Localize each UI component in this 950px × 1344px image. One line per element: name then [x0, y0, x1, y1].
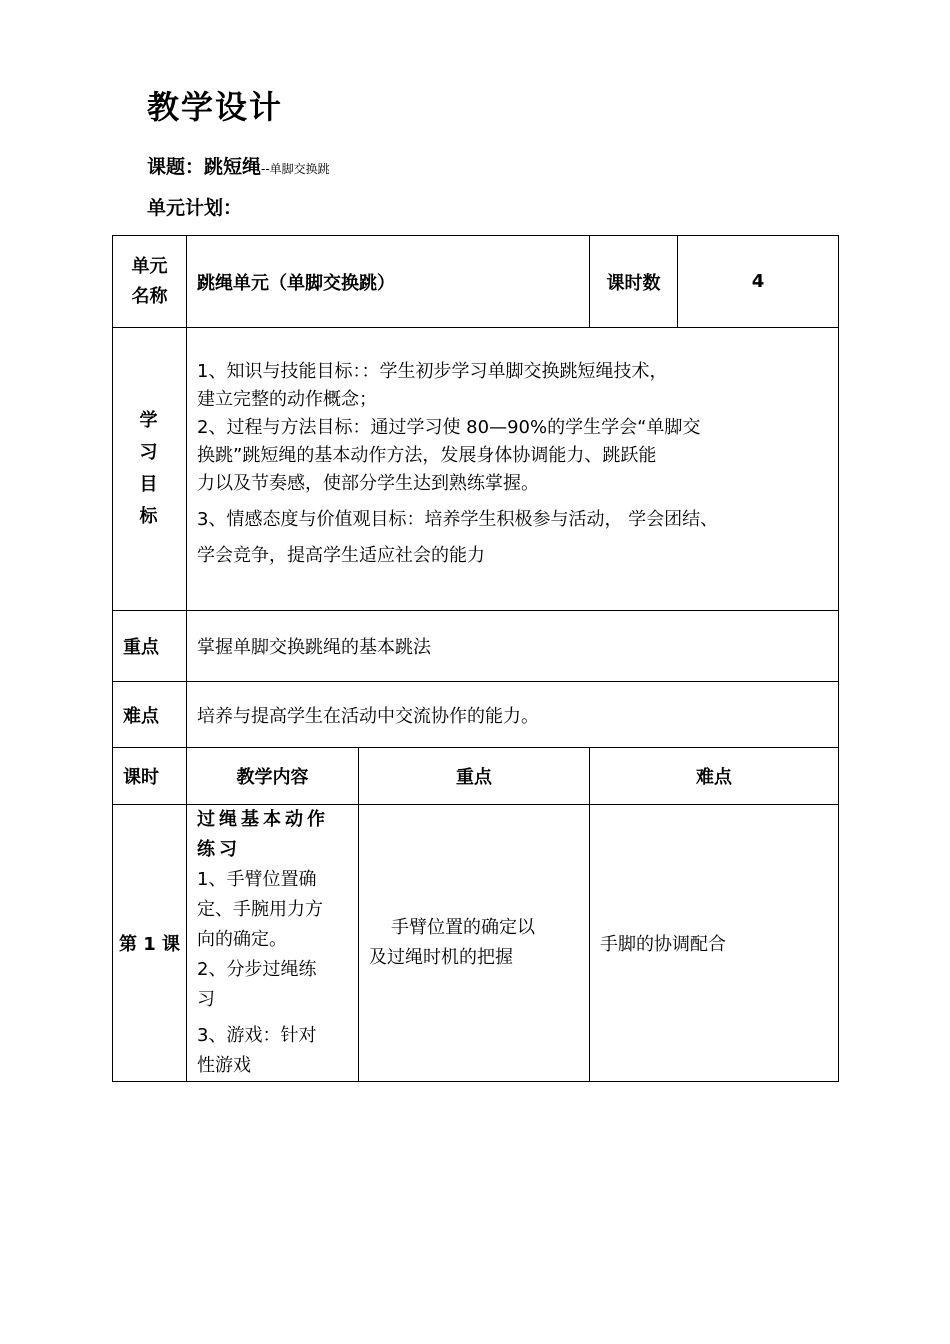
key-label: 重点 — [113, 611, 187, 682]
key-row — [113, 611, 839, 682]
col-header-lesson: 课时 — [113, 748, 187, 805]
objectives-label-l2: 目 标 — [139, 474, 168, 527]
document-title: 教学设计 — [147, 88, 284, 126]
unit-name-label-l1: 单元 — [131, 255, 168, 277]
subject-label: 课题：跳短绳 — [147, 156, 262, 178]
unit-name-label-l2: 名称 — [131, 285, 168, 307]
objectives-row — [113, 328, 839, 611]
content-line: 性游戏 — [197, 1055, 251, 1076]
content-title-l1: 过绳基本动作 — [197, 809, 329, 830]
difficulty-label: 难点 — [113, 682, 187, 748]
columns-header-row — [113, 748, 839, 805]
key-value: 掌握单脚交换跳绳的基本跳法 — [187, 611, 839, 682]
lesson-key-l2: 及过绳时机的把握 — [369, 947, 513, 968]
content-line: 向的确定。 — [197, 929, 287, 950]
objective-line: 力以及节奏感，使部分学生达到熟练掌握。 — [197, 473, 539, 494]
col-header-key: 重点 — [359, 748, 590, 805]
difficulty-row — [113, 682, 839, 748]
objective-line: 学会竞争，提高学生适应社会的能力 — [197, 545, 485, 566]
lesson-key-l1: 手臂位置的确定以 — [391, 917, 535, 938]
hours-value: 4 — [678, 236, 839, 328]
objective-line: 2、过程与方法目标：通过学习使 80—90%的学生学会“单脚交 — [197, 417, 701, 438]
hours-label: 课时数 — [590, 236, 678, 328]
lesson-1-row — [113, 805, 839, 1082]
unit-plan-table — [112, 235, 839, 1082]
lesson-content-cell — [187, 805, 359, 1082]
objective-line: 1、知识与技能目标：：学生初步学习单脚交换跳短绳技术， — [197, 361, 668, 382]
objective-line: 换跳”跳短绳的基本动作方法，发展身体协调能力、跳跃能 — [197, 445, 657, 466]
difficulty-value: 培养与提高学生在活动中交流协作的能力。 — [187, 682, 839, 748]
subject-line — [147, 152, 330, 179]
lesson-difficulty: 手脚的协调配合 — [590, 805, 839, 1082]
content-line: 2、分步过绳练 — [197, 959, 317, 980]
unit-name-label-cell — [113, 236, 187, 328]
objective-line: 3、情感态度与价值观目标：培养学生积极参与活动， 学会团结、 — [197, 509, 719, 530]
col-header-difficulty: 难点 — [590, 748, 839, 805]
lesson-number: 第 1 课 — [113, 805, 187, 1082]
unit-plan-label: 单元计划： — [147, 197, 243, 219]
objective-line: 建立完整的动作概念； — [197, 389, 377, 410]
objectives-label-cell — [113, 328, 187, 611]
content-line: 3、游戏：针对 — [197, 1025, 317, 1046]
content-line: 1、手臂位置确 — [197, 869, 317, 890]
objectives-cell — [187, 328, 839, 611]
lesson-key-cell — [359, 805, 590, 1082]
content-title-l2: 练习 — [197, 839, 241, 860]
objectives-label-l1: 学 习 — [139, 410, 168, 463]
unit-name-value: 跳绳单元（单脚交换跳） — [187, 236, 590, 328]
col-header-content: 教学内容 — [187, 748, 359, 805]
unit-name-row — [113, 236, 839, 328]
subject-sub: --单脚交换跳 — [261, 162, 330, 176]
content-line: 定、手腕用力方 — [197, 899, 323, 920]
content-line: 习 — [197, 989, 215, 1010]
